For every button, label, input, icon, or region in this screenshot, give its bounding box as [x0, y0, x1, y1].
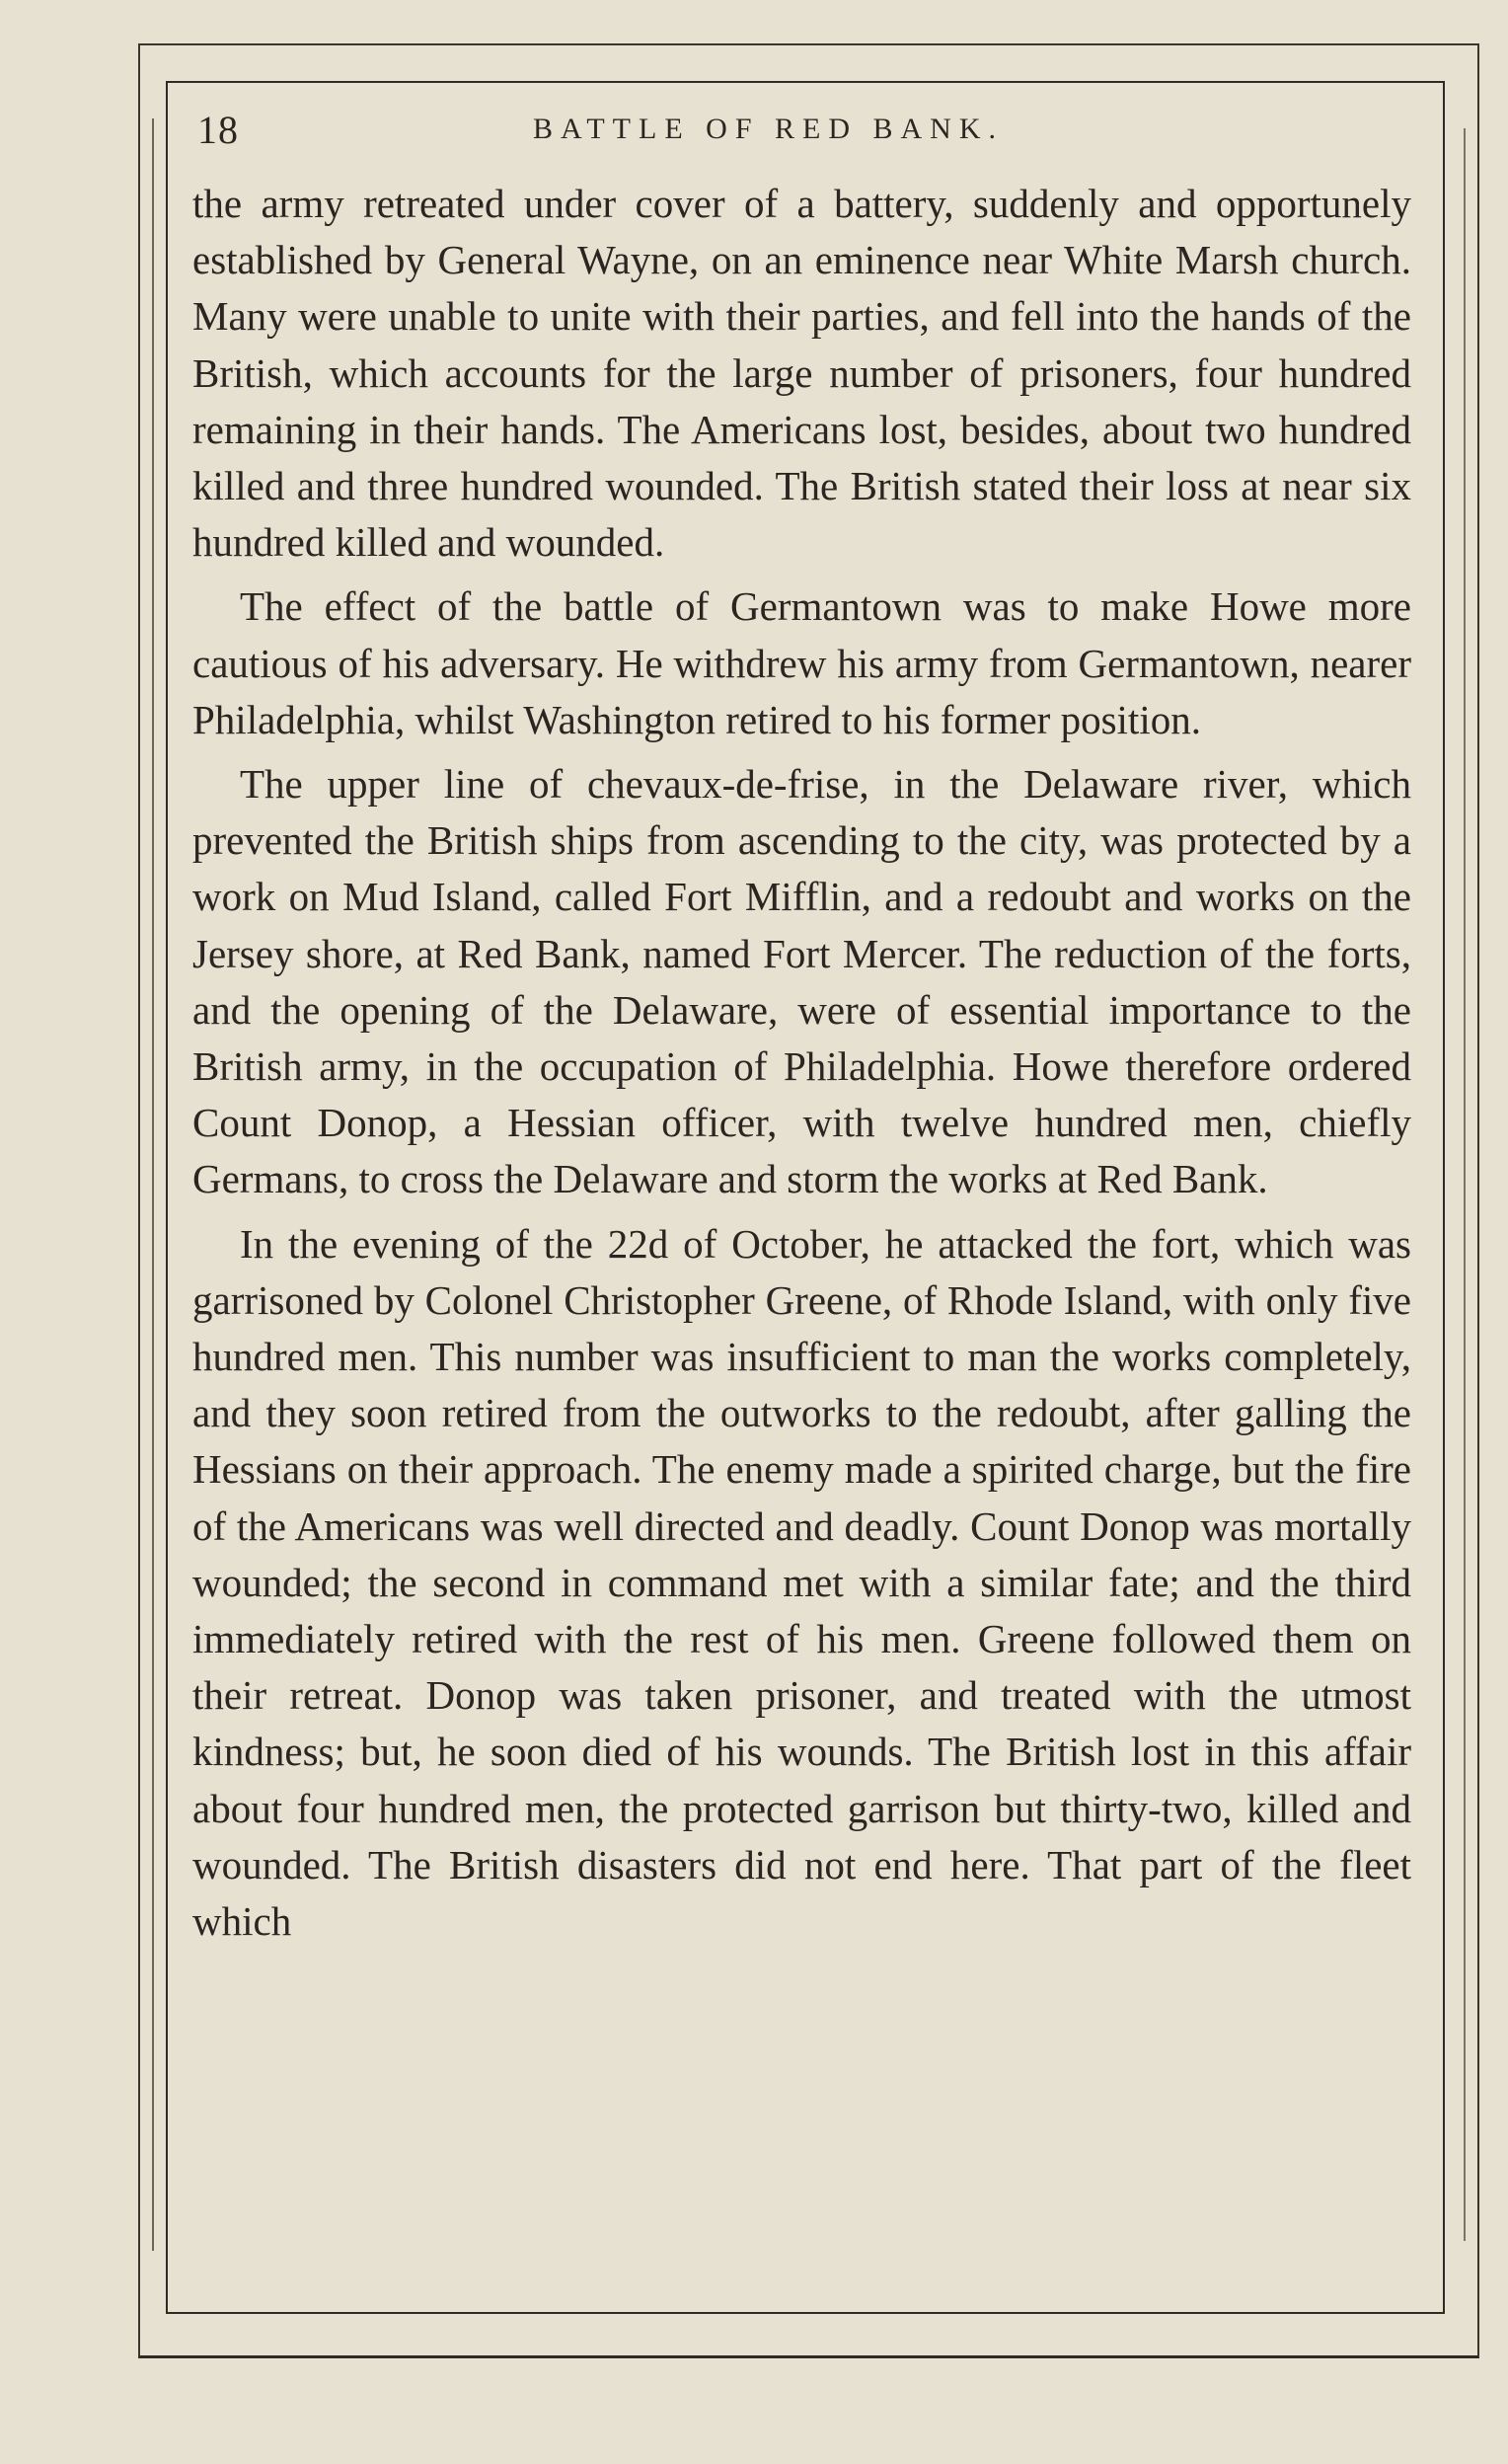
- paragraph-1: the army retreated under cover of a battery, suddenly and opportunely established by General Wayne, on an eminence near White Marsh church. Many were unable to unite with their parties, and fell into the hands of the British, which accounts for the large number of prisoners, four hundred remaining in their hands. The Americans lost, besides, about two hundred killed and three hundred wounded. The British stated their loss at near six hundred killed and wounded.: [192, 181, 1411, 566]
- paragraph-3: The upper line of chevaux-de-frise, in the Delaware river, which prevented the British ships from ascending to the city, was protected by a work on Mud Island, called Fort Mifflin, and a redoubt and works on the Jersey shore, at Red Bank, named Fort Mercer. The reduction of the forts, and the opening of the Delaware, were of essential importance to the British army, in the occupation of Philadelphia. Howe therefore ordered Count Donop, a Hessian officer, with twelve hundred men, chiefly Germans, to cross the Delaware and storm the works at Red Bank.: [192, 761, 1411, 1202]
- page-header: [197, 107, 1421, 156]
- body-text: [192, 176, 1411, 1958]
- running-head: BATTLE OF RED BANK.: [533, 113, 1005, 145]
- right-margin-rule: [1464, 128, 1466, 2241]
- paragraph-2: The effect of the battle of Germantown was to make Howe more cautious of his adversary. He withdrew his army from Germantown, nearer Philadelphia, whilst Washington retired to his former position.: [192, 583, 1411, 742]
- left-margin-rule: [152, 118, 154, 2251]
- page-number: 18: [197, 108, 239, 152]
- paragraph-4: In the evening of the 22d of October, he attacked the fort, which was garrisoned by Colonel Christopher Greene, of Rhode Island, with only five hundred men. This number was insufficient to man the works completely, and they soon retired from the outworks to the redoubt, after galling the Hessians on their approach. The enemy made a spirited charge, but the fire of the Americans was well directed and deadly. Count Donop was mortally wounded; the second in command met with a similar fate; and the third immediately retired with the rest of his men. Greene followed them on their retreat. Donop was taken prisoner, and treated with the utmost kindness; but, he soon died of his wounds. The British lost in this affair about four hundred men, the protected garrison but thirty-two, killed and wounded. The British disasters did not end here. That part of the fleet which: [192, 1220, 1411, 1945]
